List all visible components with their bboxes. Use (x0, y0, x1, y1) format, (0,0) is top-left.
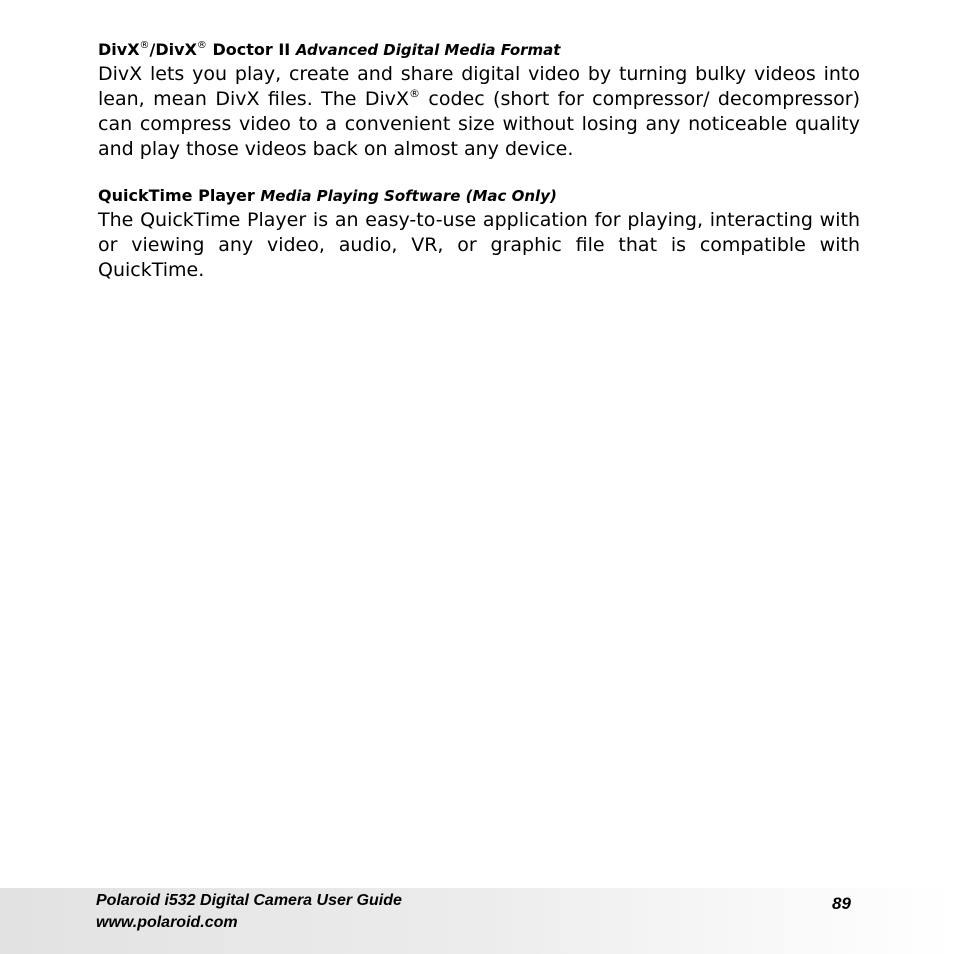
section-quicktime (98, 184, 860, 283)
section-heading-divx (98, 38, 860, 62)
body-text: DivX lets you play, create and share digital video by turning bulky videos into lean, mean DivX files. The DivX (98, 63, 860, 110)
page-content (98, 38, 860, 283)
section-body-quicktime: The QuickTime Player is an easy-to-use application for playing, interacting with or viewing any video, audio, VR, or graphic file that is compatible with QuickTime. (98, 209, 860, 281)
section-body-divx (98, 62, 860, 162)
heading-text: /DivX (149, 40, 197, 59)
website-link[interactable]: www.polaroid.com (96, 914, 238, 931)
registered-mark: ® (139, 40, 150, 51)
section-heading-quicktime (98, 184, 860, 208)
heading-text: Doctor II (206, 40, 296, 59)
heading-text: QuickTime Player (98, 186, 261, 205)
page-footer (0, 888, 954, 954)
body-text: codec (short for compressor/ decompressor) can compress video to a convenient size without losing any noticeable quality and play those videos back on almost any device. (98, 88, 861, 160)
section-subtitle-divx: Advanced Digital Media Format (295, 41, 561, 59)
guide-title: Polaroid i532 Digital Camera User Guide (96, 892, 402, 909)
footer-left (96, 890, 402, 934)
heading-text: DivX (98, 40, 140, 59)
section-subtitle-quicktime: Media Playing Software (Mac Only) (260, 187, 557, 205)
page-number: 89 (832, 894, 851, 913)
section-divx (98, 38, 860, 162)
registered-mark: ® (409, 87, 421, 100)
registered-mark: ® (196, 40, 207, 51)
